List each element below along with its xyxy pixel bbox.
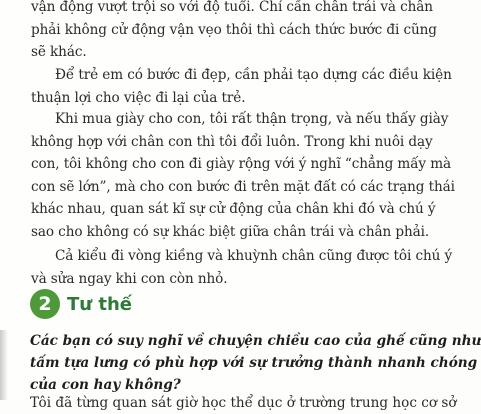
text-line: khác nhau, quan sát kĩ sự cử động của chân khi đó và chú ý [31, 201, 436, 217]
text-line: Cả kiểu đi vòng kiềng và khuỳnh chân cũng được tôi chú ý [55, 248, 453, 264]
text-line: và sửa ngay khi con còn nhỏ. [31, 270, 228, 287]
text-line: Để trẻ em có bước đi đẹp, cần phải tạo dựng các điều kiện [55, 67, 452, 83]
text-line: thuận lợi cho việc đi lại của trẻ. [31, 89, 246, 106]
question-line: Các bạn có suy nghĩ về chuyện chiều cao của ghế cũng như [30, 333, 481, 349]
question-block [30, 330, 481, 396]
cut-off-text-line: Tôi đã từng quan sát giờ học thể dục ở trường trung học cơ sở [30, 395, 457, 411]
section-heading [30, 288, 132, 320]
paragraph-1 [0, 0, 437, 64]
text-line: con, tôi không cho con đi giày rộng với ý nghĩ “chẳng mấy mà [31, 156, 452, 172]
paragraph-3 [0, 108, 455, 243]
paragraph-4 [0, 245, 453, 290]
text-line: sẽ khác. [31, 44, 87, 60]
page-edge-shadow [0, 330, 8, 400]
text-line: vận động vượt trội so với độ tuổi. Chỉ cần chân trái và chân [31, 0, 433, 15]
text-line: con sẽ lớn”, mà cho con bước đi trên mặt đất có các trạng thái [31, 178, 455, 195]
paragraph-2 [0, 64, 452, 109]
text-line: không hợp với chân con thì tôi đổi luôn. Trong khi nuôi dạy [31, 133, 433, 150]
section-title: Tư thế [67, 293, 132, 315]
question-line: của con hay không? [30, 377, 181, 393]
text-line: sao cho không có sự khác biệt giữa chân trái và chân phải. [31, 223, 430, 240]
text-line: Khi mua giày cho con, tôi rất thận trọng, và nếu thấy giày [55, 111, 449, 127]
text-line: phải không cử động vận vẹo thôi thì cách thức bước đi cũng [31, 21, 437, 38]
question-line: tấm tựa lưng có phù hợp với sự trưởng thành nhanh chóng [30, 355, 478, 371]
section-number-badge: 2 [30, 289, 60, 319]
